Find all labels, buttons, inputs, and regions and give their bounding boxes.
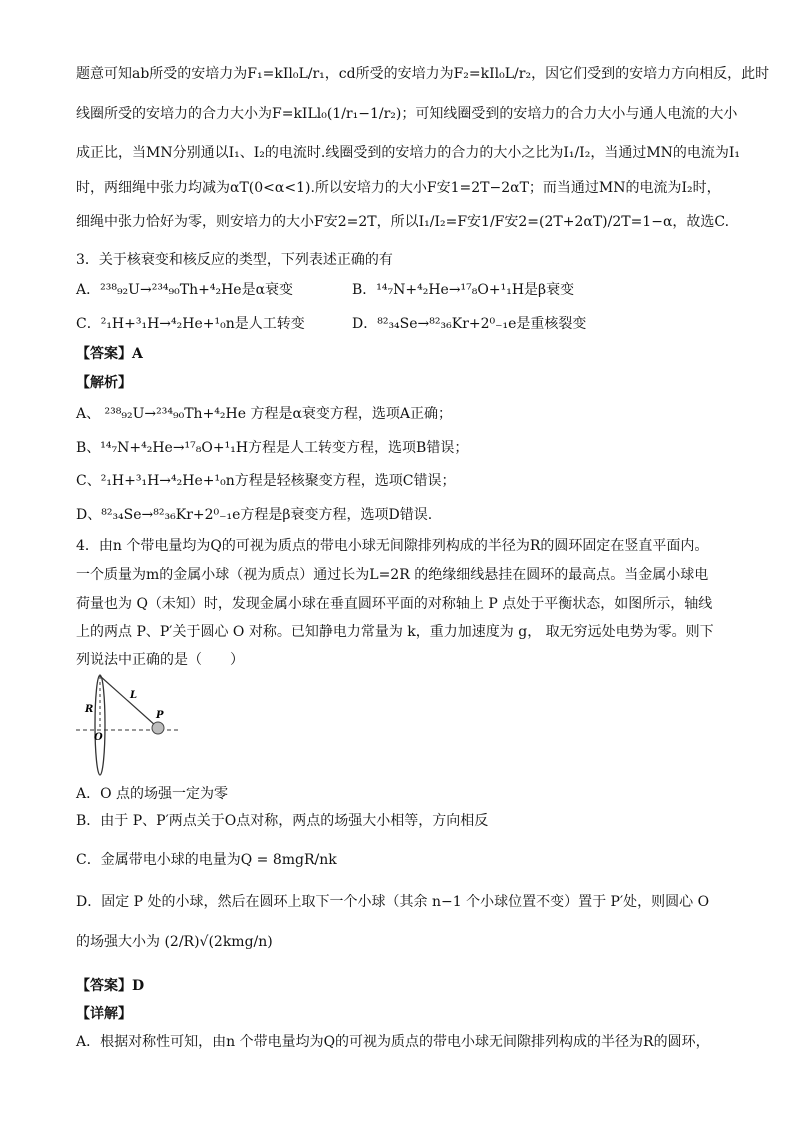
solution-line-4: 时，两细绳中张力均减为αT(0<α<1).所以安培力的大小F安1=2T−2αT；而当通过MN的电流为I₂时， bbox=[76, 180, 721, 196]
label-O: O bbox=[94, 732, 103, 743]
q4-stem-5: 列说法中正确的是（ ） bbox=[76, 652, 244, 668]
q4-option-b: B．由于 P、P′两点关于O点对称，两点的场强大小相等，方向相反 bbox=[76, 813, 489, 829]
q4-answer: 【答案】D bbox=[76, 978, 145, 994]
ring-figure bbox=[72, 668, 184, 780]
solution-line-5: 细绳中张力恰好为零，则安培力的大小F安2=2T，所以I₁/I₂=F安1/F安2=(2T+2αT)/2T=1−α，故选C. bbox=[76, 214, 730, 230]
q4-stem-1: 4．由n 个带电量均为Q的可视为质点的带电小球无间隙排列构成的半径为R的圆环固定在竖直平面内。 bbox=[76, 538, 709, 554]
q3-option-a: A．²³⁸₉₂U→²³⁴₉₀Th+⁴₂He是α衰变 bbox=[76, 282, 294, 298]
q3-explain-a: A、 ²³⁸₉₂U→²³⁴₉₀Th+⁴₂He 方程是α衰变方程，选项A正确； bbox=[76, 406, 453, 422]
q3-stem: 3．关于核衰变和核反应的类型，下列表述正确的有 bbox=[76, 252, 393, 268]
solution-line-1: 题意可知ab所受的安培力为F₁=kIl₀L/r₁，cd所受的安培力为F₂=kIl₀L/r₂，因它们受到的安培力方向相反，此时 bbox=[76, 66, 770, 82]
q4-option-c: C．金属带电小球的电量为Q = 8mgR/nk bbox=[76, 852, 337, 868]
label-L: L bbox=[130, 690, 138, 701]
q4-stem-2: 一个质量为m的金属小球（视为质点）通过长为L=2R 的绝缘细线悬挂在圆环的最高点。当金属小球电 bbox=[76, 567, 709, 583]
q4-stem-4: 上的两点 P、P′关于圆心 O 对称。已知静电力常量为 k，重力加速度为 g， 取无穷远处电势为零。则下 bbox=[76, 624, 714, 640]
solution-line-2: 线圈所受的安培力的合力大小为F=kILl₀(1/r₁−1/r₂)；可知线圈受到的安培力的合力大小与通人电流的大小 bbox=[76, 106, 738, 122]
string-line bbox=[100, 676, 156, 726]
q3-explain-d: D、⁸²₃₄Se→⁸²₃₆Kr+2⁰₋₁e方程是β衰变方程，选项D错误. bbox=[76, 507, 433, 523]
metal-ball bbox=[152, 722, 164, 734]
q3-explain-b: B、¹⁴₇N+⁴₂He→¹⁷₈O+¹₁H方程是人工转变方程，选项B错误； bbox=[76, 440, 469, 456]
q4-detail: 【详解】 bbox=[76, 1006, 132, 1022]
solution-line-3: 成正比，当MN分别通以I₁、I₂的电流时.线圈受到的安培力的合力的大小之比为I₁/I₂，当通过MN的电流为I₁ bbox=[76, 145, 741, 161]
q4-explain-a: A．根据对称性可知，由n 个带电量均为Q的可视为质点的带电小球无间隙排列构成的半径为R的圆环， bbox=[76, 1034, 710, 1050]
label-P: P bbox=[156, 710, 164, 721]
q3-answer: 【答案】A bbox=[76, 346, 143, 362]
q3-analysis: 【解析】 bbox=[76, 375, 132, 391]
q3-option-c: C．²₁H+³₁H→⁴₂He+¹₀n是人工转变 bbox=[76, 316, 305, 332]
q3-explain-c: C、²₁H+³₁H→⁴₂He+¹₀n方程是轻核聚变方程，选项C错误； bbox=[76, 473, 456, 489]
q4-option-d-2: 的场强大小为 (2/R)√(2kmg/n) bbox=[76, 934, 273, 950]
q4-stem-3: 荷量也为 Q（未知）时，发现金属小球在垂直圆环平面的对称轴上 P 点处于平衡状态，如图所示，轴线 bbox=[76, 596, 713, 612]
q4-option-a: A．O 点的场强一定为零 bbox=[76, 786, 229, 802]
q3-option-d: D．⁸²₃₄Se→⁸²₃₆Kr+2⁰₋₁e是重核裂变 bbox=[352, 316, 587, 332]
q4-option-d-1: D．固定 P 处的小球，然后在圆环上取下一个小球（其余 n−1 个小球位置不变）置于 P′处，则圆心 O bbox=[76, 894, 710, 910]
q3-option-b: B．¹⁴₇N+⁴₂He→¹⁷₈O+¹₁H是β衰变 bbox=[352, 282, 575, 298]
label-R: R bbox=[85, 704, 94, 715]
